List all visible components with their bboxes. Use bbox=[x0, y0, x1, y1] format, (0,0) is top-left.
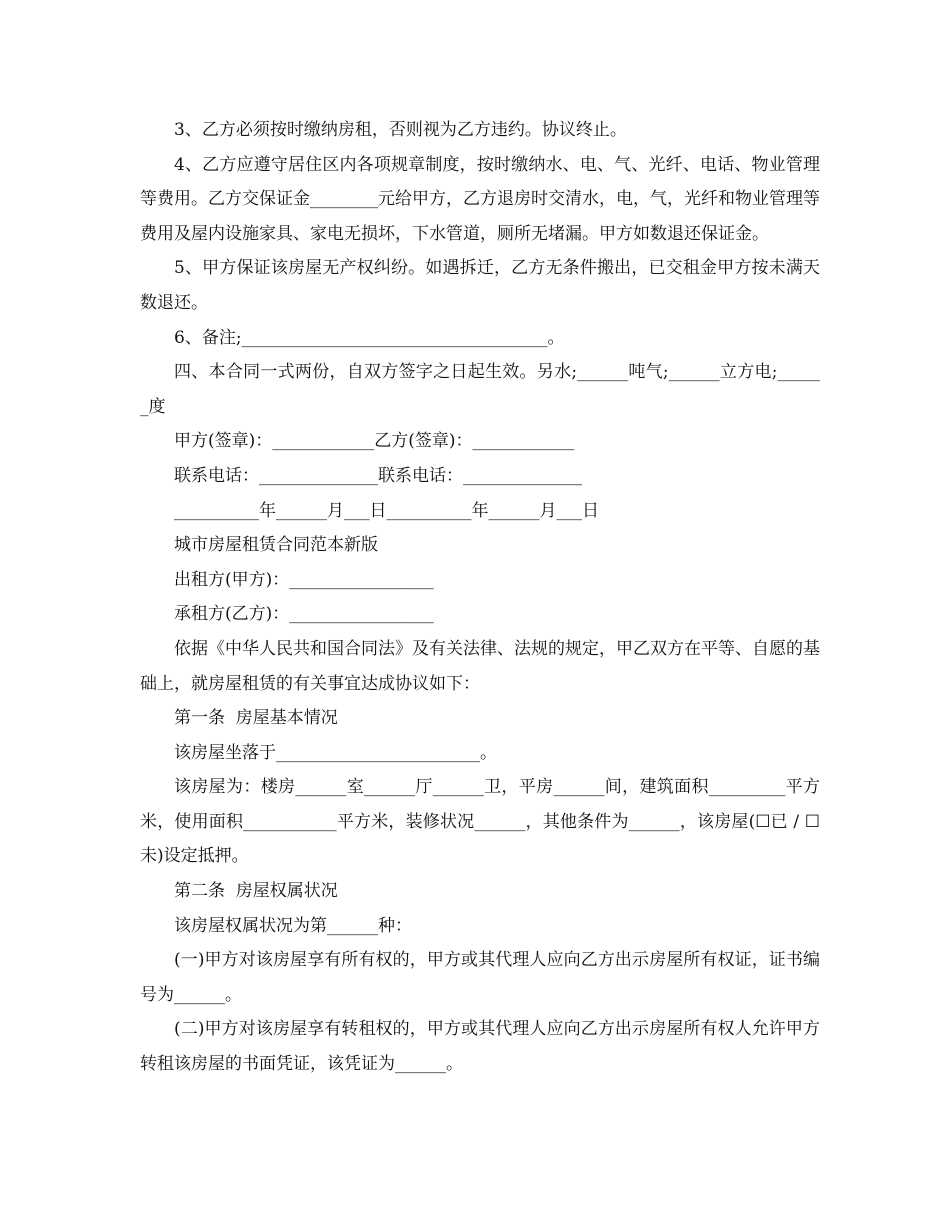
clause-5-property-rights: 5、甲方保证该房屋无产权纠纷。如遇拆迁，乙方无条件搬出，已交租金甲方按未满天数退还。 bbox=[140, 258, 820, 313]
contract-title: 城市房屋租赁合同范本新版 bbox=[174, 535, 378, 556]
ownership-option-2: (二)甲方对该房屋享有转租权的，甲方或其代理人应向乙方出示房屋所有权人允许甲方转租该房屋的书面凭证，该凭证为______。 bbox=[140, 1019, 820, 1075]
legal-basis: 依据《中华人民共和国合同法》及有关法律、法规的规定，甲乙双方在平等、自愿的基础上，就房屋租赁的有关事宜达成协议如下： bbox=[140, 638, 820, 694]
lessor-line: 出租方(甲方)：_________________ bbox=[174, 569, 434, 590]
section-4-effective: 四、本合同一式两份，自双方签字之日起生效。另水;______吨气;______立方电;______度 bbox=[140, 362, 820, 417]
signature-line: 甲方(签章)：____________乙方(签章)：____________ bbox=[174, 431, 575, 452]
ownership-type: 该房屋权属状况为第______种： bbox=[174, 915, 412, 936]
ownership-option-1: (一)甲方对该房屋享有所有权的，甲方或其代理人应向乙方出示房屋所有权证，证书编号为______。 bbox=[140, 950, 820, 1005]
phone-line: 联系电话：______________联系电话：______________ bbox=[174, 465, 582, 486]
clause-4-fees-deposit: 4、乙方应遵守居住区内各项规章制度，按时缴纳水、电、气、光纤、电话、物业管理等费用。乙方交保证金________元给甲方，乙方退房时交清水，电，气，光纤和物业管理等费用及屋内设施家具、家电无损坏，下水管道，厕所无堵漏。甲方如数退还保证金。 bbox=[140, 154, 820, 244]
clause-6-remarks: 6、备注;____________________________________。 bbox=[174, 327, 565, 348]
property-description: 该房屋为：楼房______室______厅______卫，平房______间，建筑面积_________平方米，使用面积___________平方米，装修状况______，其他条件为______，该房屋(☐已 / ☐未)设定抵押。 bbox=[140, 777, 820, 867]
article-1-heading: 第一条 房屋基本情况 bbox=[174, 708, 338, 729]
clause-3-rent-payment: 3、乙方必须按时缴纳房租，否则视为乙方违约。协议终止。 bbox=[174, 120, 627, 140]
lessee-line: 承租方(乙方)：_________________ bbox=[174, 604, 434, 625]
property-location: 该房屋坐落于________________________。 bbox=[174, 742, 497, 763]
article-2-heading: 第二条 房屋权属状况 bbox=[174, 881, 338, 902]
date-line: __________年______月___日__________年______月___日 bbox=[174, 500, 599, 521]
document-body bbox=[140, 113, 820, 1082]
